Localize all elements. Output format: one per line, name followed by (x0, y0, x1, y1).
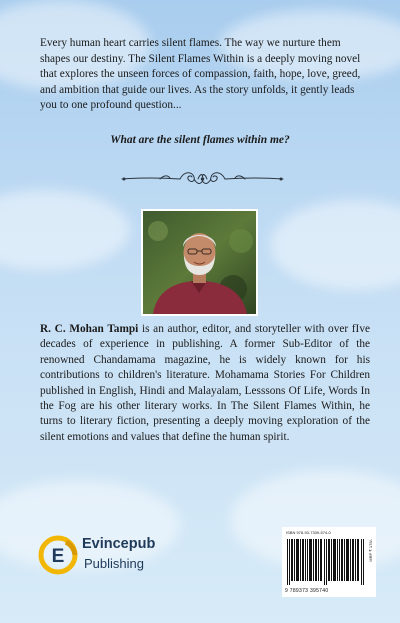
author-name: R. C. Mohan Tampi (40, 323, 139, 335)
mrp-price: MRP ₹ 175/- (368, 539, 373, 562)
logo-letter: E (51, 546, 65, 567)
publisher-logo (36, 532, 166, 582)
cloud (0, 190, 130, 270)
author-bio-text: is an author, editor, and storyteller with over fIve decades of experience in publishing. A former Sub-Editor of the renowned Chandamama magazine, he is widely known for his contributions to children's literature. Mohamama Stories For Children published in English, Hindi and Malayalam, Lesssons Of Life, Words In the Fog are his other literary works. In The Silent Flames Within, he turns to literary fiction, presenting a deeply moving exploration of the silent emotions and values that define the human spirit. (40, 323, 370, 443)
barcode-icon (287, 539, 365, 585)
isbn-number: ISBN 978-93-7339-574-0 (286, 530, 331, 535)
barcode-digits: 9 789373 395740 (285, 588, 329, 594)
publisher-name: Evincepub (82, 536, 156, 552)
author-portrait-icon (143, 211, 256, 314)
ornamental-divider-icon (120, 168, 285, 190)
author-bio (40, 322, 370, 445)
cloud (270, 200, 400, 290)
publisher-subtitle: Publishing (84, 556, 144, 571)
author-photo (141, 209, 258, 316)
evincepub-logo-icon (36, 532, 80, 578)
blurb-paragraph: Every human heart carries silent flames. The way we nurture them shapes our destiny. The Silent Flames Within is a deeply moving novel that explores the unseen forces of compassion, faith, hope, love, greed, and ambition that guide our lives. As the story unfolds, it gently leads you to one profound question... (40, 37, 361, 112)
isbn-barcode (282, 527, 376, 597)
tagline-question: What are the silent flames within me? (110, 134, 290, 146)
